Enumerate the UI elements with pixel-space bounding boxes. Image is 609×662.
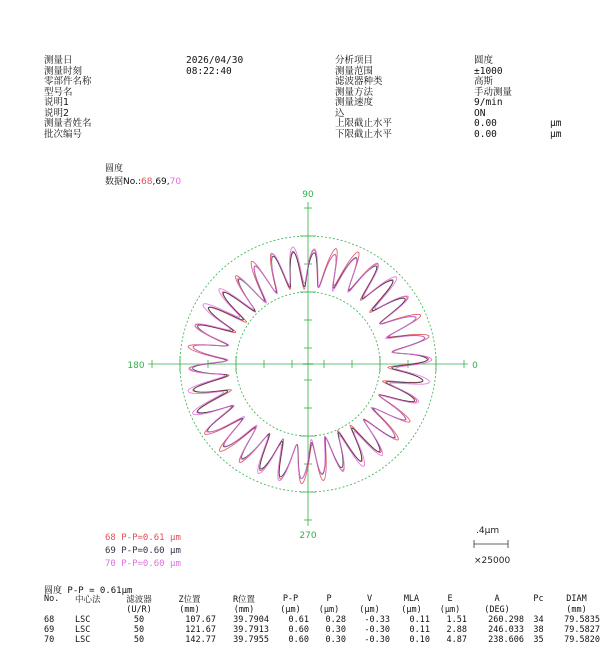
scale-bar-label: .4μm <box>476 526 500 536</box>
table-cell: 39.7913 <box>233 625 269 635</box>
table-row <box>44 635 603 645</box>
table-cell <box>75 605 118 615</box>
table-cell: (μm) <box>401 605 422 615</box>
table-row <box>44 615 603 625</box>
table-cell: 滤波器 <box>126 595 152 605</box>
table-cell: MLA <box>403 594 420 604</box>
table-cell: A <box>494 594 500 604</box>
table-cell: 4.87 <box>446 635 467 645</box>
value-include: ON <box>474 107 486 119</box>
table-cell: P <box>326 594 332 604</box>
data-id-68: 68 <box>140 177 153 187</box>
table-cell: Pc <box>533 594 544 604</box>
value-measure-date: 2026/04/30 <box>186 55 244 66</box>
label-include: 込 <box>335 107 345 119</box>
results-table <box>44 593 603 645</box>
table-cell: 79.5827 <box>564 625 600 635</box>
table-cell: 0.60 <box>288 625 309 635</box>
unit-lower-cutoff: μm <box>550 128 562 140</box>
data-id-70: 70 <box>169 177 182 187</box>
table-cell: 39.7904 <box>233 615 269 625</box>
table-cell: 68 <box>44 615 55 625</box>
value-measure-range: ±1000 <box>474 65 503 77</box>
table-cell: (mm) <box>179 605 200 615</box>
profile-traces <box>188 247 432 484</box>
table-cell: 1.51 <box>446 615 467 625</box>
table-cell: -0.33 <box>364 615 390 625</box>
table-cell: 0.11 <box>409 615 430 625</box>
table-cell: 246.033 <box>488 625 524 635</box>
table-cell: 0.11 <box>409 625 430 635</box>
table-cell: 0.61 <box>288 615 309 625</box>
table-cell: 0.28 <box>325 615 346 625</box>
table-cell: 2.88 <box>446 625 467 635</box>
plot-legend <box>105 532 181 571</box>
table-cell: 79.5820 <box>564 635 600 645</box>
axis-label-270: 270 <box>299 531 317 541</box>
table-cell: 0.30 <box>325 625 346 635</box>
table-cell: LSC <box>75 635 91 645</box>
label-lower-cutoff: 下限截止水平 <box>335 128 393 140</box>
label-filter-type: 滤波器种类 <box>335 76 383 87</box>
plot-title: 圆度 <box>105 164 124 174</box>
label-note-1: 说明1 <box>44 97 70 108</box>
table-cell: 0.10 <box>409 635 430 645</box>
table-cell: 69 <box>44 625 55 635</box>
data-number-line: 数据No.:68,69,70 <box>105 177 182 187</box>
label-measure-method: 测量方法 <box>335 86 374 98</box>
table-cell: (mm) <box>233 605 255 615</box>
magnification-label: ×25000 <box>474 556 511 566</box>
label-measure-time: 测量时刻 <box>44 65 83 77</box>
table-cell: LSC <box>75 615 91 625</box>
table-row <box>44 625 603 635</box>
value-upper-cutoff: 0.00 <box>474 118 497 129</box>
table-cell: 50 <box>133 615 145 625</box>
table-cell: 238.606 <box>488 635 524 645</box>
table-cell: (DEG) <box>484 605 510 615</box>
label-analysis-item: 分析项目 <box>335 55 374 66</box>
table-cell: 50 <box>133 625 145 635</box>
label-lot-number: 批次编号 <box>44 128 83 140</box>
value-lower-cutoff: 0.00 <box>474 128 497 140</box>
value-measure-method: 手动测量 <box>474 86 513 98</box>
label-measure-date: 测量日 <box>44 55 73 66</box>
label-operator-name: 测量者姓名 <box>44 118 92 129</box>
table-cell <box>44 605 75 615</box>
table-cell: (μm) <box>318 605 340 615</box>
table-cell: (U/R) <box>126 605 152 615</box>
table-cell: LSC <box>75 625 91 635</box>
table-cell: 142.77 <box>185 635 216 645</box>
table-cell: 38 <box>533 625 544 635</box>
legend-entry-70: 70 P-P=0.60 μm <box>105 559 181 569</box>
table-cell: Z位置 <box>178 595 201 605</box>
table-cell: 50 <box>133 635 145 645</box>
table-cell: 121.67 <box>185 625 216 635</box>
table-cell: No. <box>44 594 60 604</box>
table-cell: 107.67 <box>185 615 216 625</box>
value-filter-type: 高斯 <box>474 76 494 87</box>
table-cell: 0.30 <box>325 635 346 645</box>
profile-trace-68 <box>188 249 429 484</box>
value-measure-speed: 9/min <box>474 97 503 108</box>
label-note-2: 说明2 <box>44 107 70 119</box>
table-cell: 34 <box>533 615 544 625</box>
table-cell: 0.60 <box>288 635 309 645</box>
table-cell: (μm) <box>280 605 301 615</box>
table-cell: R位置 <box>232 595 256 605</box>
table-cell: 中心法 <box>75 595 101 605</box>
value-measure-time: 08:22:40 <box>186 65 232 77</box>
label-measure-speed: 测量速度 <box>335 97 374 108</box>
results-header-row <box>44 593 603 605</box>
axis-label-180: 180 <box>127 361 145 371</box>
table-cell: DIAM <box>566 594 587 604</box>
axis-label-0: 0 <box>472 361 478 371</box>
table-cell: (mm) <box>566 605 587 615</box>
table-cell: 39.7955 <box>233 635 269 645</box>
table-cell: (μm) <box>359 605 380 615</box>
results-unit-row <box>44 605 603 615</box>
table-cell: (μm) <box>439 605 461 615</box>
unit-upper-cutoff: μm <box>550 118 562 129</box>
table-cell: P-P <box>282 594 299 604</box>
table-cell: 35 <box>533 635 544 645</box>
label-upper-cutoff: 上限截止水平 <box>335 118 393 129</box>
legend-entry-69: 69 P-P=0.60 μm <box>105 546 181 556</box>
axis-label-90: 90 <box>302 190 314 200</box>
table-cell: V <box>366 594 373 604</box>
table-cell: E <box>447 594 453 604</box>
table-cell: 70 <box>44 635 55 645</box>
value-analysis-item: 圆度 <box>474 55 494 66</box>
label-measure-range: 测量范围 <box>335 65 374 77</box>
data-number-label: 数据No.: <box>105 177 141 187</box>
table-cell <box>527 605 553 615</box>
legend-entry-68: 68 P-P=0.61 μm <box>105 533 181 543</box>
label-model-name: 型号名 <box>44 86 73 98</box>
table-cell: -0.30 <box>364 625 390 635</box>
table-cell: 79.5835 <box>564 615 600 625</box>
result-summary: 圆度 P-P = 0.61μm <box>44 586 133 596</box>
label-part-name: 零部件名称 <box>44 76 92 87</box>
scale-bar <box>474 540 508 548</box>
table-cell: 260.298 <box>488 615 524 625</box>
data-id-69: 69 <box>155 177 167 187</box>
table-cell: -0.30 <box>364 635 390 645</box>
